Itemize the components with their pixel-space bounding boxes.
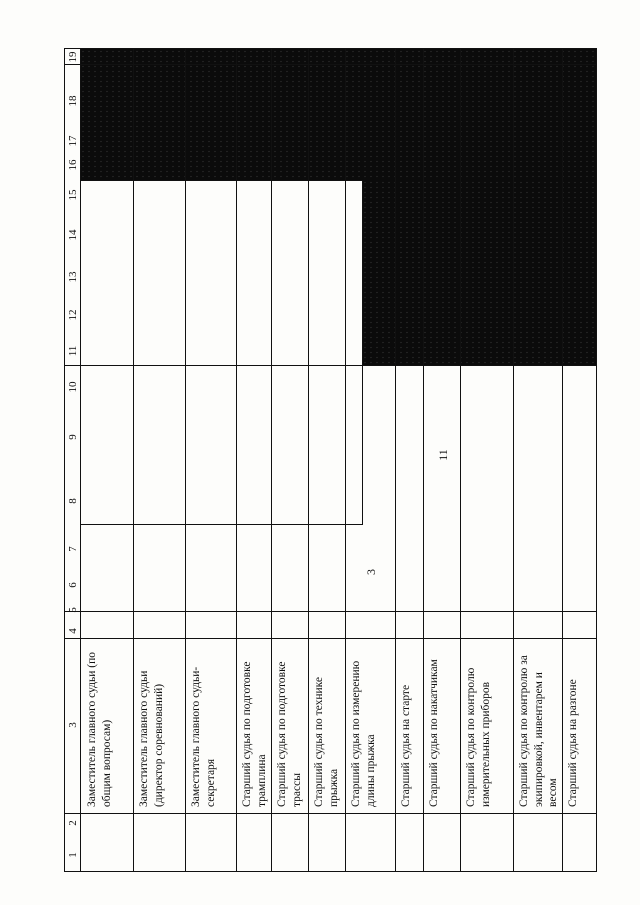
column-number-1: 1 (67, 852, 79, 858)
column-number-8: 8 (67, 498, 79, 504)
column-number-17: 17 (67, 135, 79, 147)
page-number: 11 (436, 449, 450, 461)
column-number-3: 3 (67, 722, 79, 728)
row-equipment-control: Старший судья по контролю за экипировкой, инвентарем и весом (518, 655, 559, 807)
competition-officials-table (64, 48, 597, 872)
cell-marker: 3 (364, 569, 378, 575)
column-number-14: 14 (67, 229, 79, 241)
column-number-15: 15 (67, 189, 79, 201)
row-packers: Старший судья по накатчикам (428, 659, 440, 807)
row-track-preparation: Старший судья по подготовке трассы (276, 661, 303, 807)
column-number-2: 2 (67, 820, 79, 826)
column-number-13: 13 (67, 271, 79, 283)
column-number-9: 9 (67, 434, 79, 440)
shaded-block-middle (362, 180, 596, 365)
column-number-4: 4 (67, 628, 79, 634)
column-number-6: 6 (67, 582, 79, 588)
row-deputy-chief-secretary: Заместитель главного судьи-секретаря (190, 666, 217, 807)
row-runup: Старший судья на разгоне (567, 679, 579, 807)
row-instruments-control: Старший судья по контролю измерительных приборов (465, 667, 492, 807)
row-deputy-chief-general: Заместитель главного судьи (по общим вопросам) (86, 651, 113, 807)
column-number-10: 10 (67, 381, 79, 393)
row-jump-technique: Старший судья по технике прыжка (313, 676, 340, 807)
column-number-7: 7 (67, 546, 79, 552)
column-number-5: 5 (67, 607, 79, 613)
row-jump-length: Старший судья по измерению длины прыжка (350, 660, 377, 807)
empty-block-top (80, 180, 363, 525)
column-number-19: 19 (67, 51, 79, 63)
column-number-11: 11 (67, 345, 79, 357)
row-deputy-chief-director: Заместитель главного судьи (директор соревнований) (138, 670, 165, 807)
row-start: Старший судья на старте (400, 684, 412, 807)
shaded-block-top (80, 49, 596, 180)
column-number-18: 18 (67, 95, 79, 107)
column-number-12: 12 (67, 309, 79, 321)
row-ramp-preparation: Старший судья по подготовке трамплина (241, 661, 268, 807)
column-number-16: 16 (67, 159, 79, 171)
